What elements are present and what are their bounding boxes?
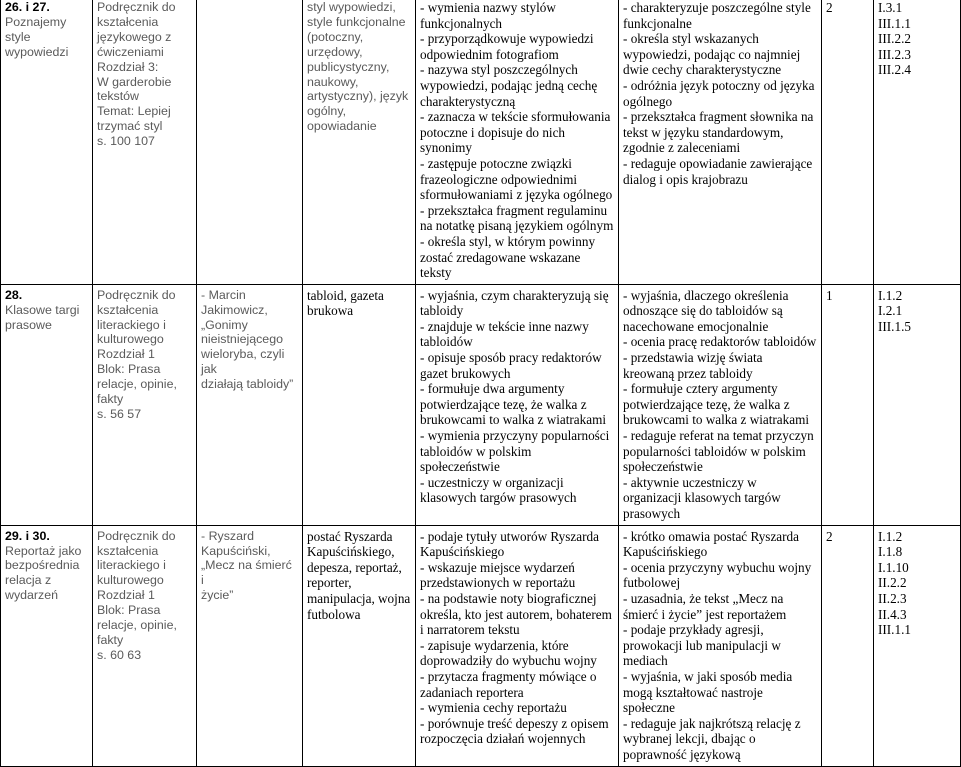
lesson-plan-body bbox=[1, 0, 961, 766]
basic-item: - porównuje treść depeszy z opisem rozpoczęcia działań wojennych bbox=[420, 715, 609, 747]
textbook-line: Podręcznik do bbox=[97, 287, 176, 302]
text-line: życie” bbox=[201, 588, 234, 603]
textbook-cell bbox=[93, 525, 197, 766]
extended-requirements-cell bbox=[619, 525, 822, 766]
text-cell bbox=[197, 525, 303, 766]
text-line: Jakimowicz, bbox=[201, 302, 268, 317]
basic-item: - wymienia przyczyny popularności tabloidów w polskim społeczeństwie bbox=[420, 428, 610, 475]
basic-item: - uczestniczy w organizacji klasowych targów prasowych bbox=[420, 474, 577, 506]
textbook-line: Podręcznik do bbox=[97, 528, 176, 543]
basic-item: - nazywa styl poszczególnych wypowiedzi, podając jedną cechę charakterystyczną bbox=[420, 62, 598, 109]
text-cell bbox=[197, 284, 303, 525]
basic-item: - wskazuje miejsce wydarzeń przedstawionych w reportażu bbox=[420, 559, 576, 591]
hours-value: 2 bbox=[826, 0, 833, 15]
hours-cell bbox=[822, 284, 874, 525]
lesson-number: 28. bbox=[5, 287, 23, 302]
textbook-line: s. 56 57 bbox=[97, 406, 142, 421]
extended-item: - wyjaśnia, dlaczego określenia odnoszące się do tabloidów są nacechowane emocjonalnie bbox=[623, 287, 789, 334]
core-requirement: I.1.8 bbox=[878, 544, 903, 560]
core-requirement: II.2.3 bbox=[878, 590, 907, 606]
concepts-cell bbox=[303, 0, 416, 284]
basic-item: - opisuje sposób pracy redaktorów gazet brukowych bbox=[420, 350, 602, 381]
basic-requirements-cell bbox=[416, 0, 619, 284]
core-requirement: III.1.1 bbox=[878, 622, 911, 638]
extended-item: - wyjaśnia, w jaki sposób media mogą kształtować nastroje społeczne bbox=[623, 668, 793, 716]
table-row bbox=[1, 525, 961, 766]
textbook-line: Temat: Lepiej bbox=[97, 104, 171, 119]
basic-item: - zastępuje potoczne związki frazeologiczne odpowiednimi sformułowaniami z języka ogólnego bbox=[420, 155, 613, 203]
textbook-line: Podręcznik do bbox=[97, 0, 176, 14]
concepts-cell bbox=[303, 284, 416, 525]
lesson-topic: Poznajemy style wypowiedzi bbox=[5, 14, 69, 59]
table-row bbox=[1, 0, 961, 284]
basic-item: - znajduje w tekście inne nazwy tabloidów bbox=[420, 318, 589, 350]
extended-item: - krótko omawia postać Ryszarda Kapuścińskiego bbox=[623, 528, 799, 560]
textbook-line: Rozdział 1 bbox=[97, 588, 155, 603]
hours-cell bbox=[822, 525, 874, 766]
text-cell bbox=[197, 0, 303, 284]
textbook-line: kształcenia bbox=[97, 543, 159, 558]
core-requirement: I.1.2 bbox=[878, 528, 903, 544]
basic-item: - przekształca fragment regulaminu na notatkę pisaną językiem ogólnym bbox=[420, 202, 614, 234]
extended-item: - przedstawia wizję świata kreowaną przez tabloidy bbox=[623, 350, 763, 381]
text-line: „Gonimy bbox=[201, 317, 248, 332]
textbook-line: fakty bbox=[97, 392, 124, 407]
basic-item: - formułuje dwa argumenty potwierdzające tezę, że walka z brukowcami to walka z wiatrakami bbox=[420, 381, 607, 428]
text-line: „Mecz na śmierć i bbox=[201, 558, 292, 588]
textbook-line: relacje, opinie, bbox=[97, 377, 177, 392]
core-requirement: I.1.2 bbox=[878, 287, 903, 303]
core-requirements-cell bbox=[874, 525, 961, 766]
concepts-text: tabloid, gazeta brukowa bbox=[307, 287, 384, 319]
basic-item: - zaznacza w tekście sformułowania potoczne i dopisuje do nich synonimy bbox=[420, 109, 611, 156]
textbook-line: Blok: Prasa bbox=[97, 362, 161, 377]
textbook-cell bbox=[93, 284, 197, 525]
textbook-line: W garderobie bbox=[97, 74, 172, 89]
lesson-topic: Reportaż jako bezpośrednia relacja z wydarzeń bbox=[5, 543, 82, 603]
basic-item: - wyjaśnia, czym charakteryzują się tabloidy bbox=[420, 287, 609, 319]
basic-requirements-cell bbox=[416, 525, 619, 766]
textbook-line: tekstów bbox=[97, 89, 140, 104]
hours-value: 1 bbox=[826, 287, 833, 303]
extended-item: - określa styl wskazanych wypowiedzi, podając co najmniej dwie cechy charakterystyczne bbox=[623, 31, 801, 78]
textbook-line: ćwiczeniami bbox=[97, 44, 164, 59]
core-requirement: I.3.1 bbox=[878, 0, 903, 15]
text-line: - Marcin bbox=[201, 287, 246, 302]
basic-item: - podaje tytuły utworów Ryszarda Kapuścińskiego bbox=[420, 528, 599, 560]
extended-item: - redaguje jak najkrótszą relację z wybranej lekcji, dbając o poprawność językową bbox=[623, 715, 801, 762]
core-requirement: II.4.3 bbox=[878, 606, 907, 622]
extended-item: - ocenia przyczyny wybuchu wojny futbolowej bbox=[623, 559, 812, 591]
extended-item: - formułuje cztery argumenty potwierdzające tezę, że walka z brukowcami to walka z wiatrakami bbox=[623, 381, 810, 428]
lesson-number: 29. i 30. bbox=[5, 528, 50, 543]
extended-item: - odróżnia język potoczny od języka ogólnego bbox=[623, 77, 815, 109]
core-requirement: III.2.3 bbox=[878, 46, 911, 62]
table-row bbox=[1, 284, 961, 525]
extended-item: - ocenia pracę redaktorów tabloidów bbox=[623, 334, 817, 350]
core-requirement: III.2.4 bbox=[878, 62, 911, 78]
textbook-line: językowego z bbox=[97, 29, 172, 44]
text-line: - Ryszard bbox=[201, 528, 255, 543]
textbook-cell bbox=[93, 0, 197, 284]
text-line: Kapuściński, bbox=[201, 543, 271, 558]
basic-item: - wymienia nazwy stylów funkcjonalnych bbox=[420, 0, 556, 31]
extended-item: - przekształca fragment słownika na tekst w języku standardowym, zgodnie z zaleceniami bbox=[623, 109, 814, 156]
text-line: wieloryba, czyli jak bbox=[201, 347, 285, 377]
core-requirement: I.1.10 bbox=[878, 559, 909, 575]
lesson-topic: Klasowe targi prasowe bbox=[5, 302, 80, 332]
extended-item: - uzasadnia, że tekst „Mecz na śmierć i życie” jest reportażem bbox=[623, 590, 787, 622]
textbook-line: fakty bbox=[97, 632, 124, 647]
core-requirements-cell bbox=[874, 284, 961, 525]
lesson-cell bbox=[1, 525, 93, 766]
textbook-line: Rozdział 3: bbox=[97, 59, 159, 74]
extended-item: - redaguje opowiadanie zawierające dialog i opis krajobrazu bbox=[623, 155, 813, 187]
core-requirement: I.2.1 bbox=[878, 303, 903, 319]
concepts-text: postać Ryszarda Kapuścińskiego, depesza, reportaż, reporter, manipulacja, wojna futbolowa bbox=[307, 528, 411, 622]
textbook-line: literackiego i bbox=[97, 558, 166, 573]
core-requirement: III.2.2 bbox=[878, 31, 911, 47]
basic-item: - określa styl, w którym powinny zostać zredagowane wskazane teksty bbox=[420, 233, 596, 281]
extended-item: - aktywnie uczestniczy w organizacji klasowych targów prasowych bbox=[623, 474, 781, 521]
basic-item: - przytacza fragmenty mówiące o zadaniach reportera bbox=[420, 668, 597, 700]
textbook-line: kulturowego bbox=[97, 573, 164, 588]
text-line: nieistniejącego bbox=[201, 332, 283, 347]
core-requirement: III.1.1 bbox=[878, 15, 911, 31]
textbook-line: literackiego i bbox=[97, 317, 166, 332]
extended-requirements-cell bbox=[619, 0, 822, 284]
textbook-line: kształcenia bbox=[97, 14, 159, 29]
textbook-line: Blok: Prasa bbox=[97, 603, 161, 618]
lesson-cell bbox=[1, 0, 93, 284]
basic-item: - na podstawie noty biograficznej określa, kto jest autorem, bohaterem i narratorem tekstu bbox=[420, 590, 612, 638]
textbook-line: s. 60 63 bbox=[97, 647, 142, 662]
core-requirement: II.2.2 bbox=[878, 575, 907, 591]
basic-item: - zapisuje wydarzenia, które doprowadziły do wybuchu wojny bbox=[420, 637, 597, 669]
textbook-line: kształcenia bbox=[97, 302, 159, 317]
extended-requirements-cell bbox=[619, 284, 822, 525]
lesson-cell bbox=[1, 284, 93, 525]
hours-value: 2 bbox=[826, 528, 833, 544]
text-line: działają tabloidy” bbox=[201, 377, 294, 392]
concepts-cell bbox=[303, 525, 416, 766]
basic-item: - przyporządkowuje wypowiedzi odpowiednim fotografiom bbox=[420, 31, 594, 62]
textbook-line: s. 100 107 bbox=[97, 134, 155, 149]
extended-item: - redaguje referat na temat przyczyn popularności tabloidów w polskim społeczeństwie bbox=[623, 428, 814, 475]
core-requirement: III.1.5 bbox=[878, 318, 911, 334]
hours-cell bbox=[822, 0, 874, 284]
textbook-line: kulturowego bbox=[97, 332, 164, 347]
extended-item: - podaje przykłady agresji, prowokacji lub manipulacji w mediach bbox=[623, 622, 781, 669]
textbook-line: Rozdział 1 bbox=[97, 347, 155, 362]
core-requirements-cell bbox=[874, 0, 961, 284]
basic-requirements-cell bbox=[416, 284, 619, 525]
basic-item: - wymienia cechy reportażu bbox=[420, 700, 567, 716]
concepts-text: styl wypowiedzi, style funkcjonalne (potoczny, urzędowy, publicystyczny, naukowy, artystyczny), język ogólny, opowiadanie bbox=[307, 0, 409, 134]
textbook-line: trzymać styl bbox=[97, 119, 163, 134]
extended-item: - charakteryzuje poszczególne style funkcjonalne bbox=[623, 0, 811, 31]
textbook-line: relacje, opinie, bbox=[97, 618, 177, 633]
lesson-number: 26. i 27. bbox=[5, 0, 50, 14]
